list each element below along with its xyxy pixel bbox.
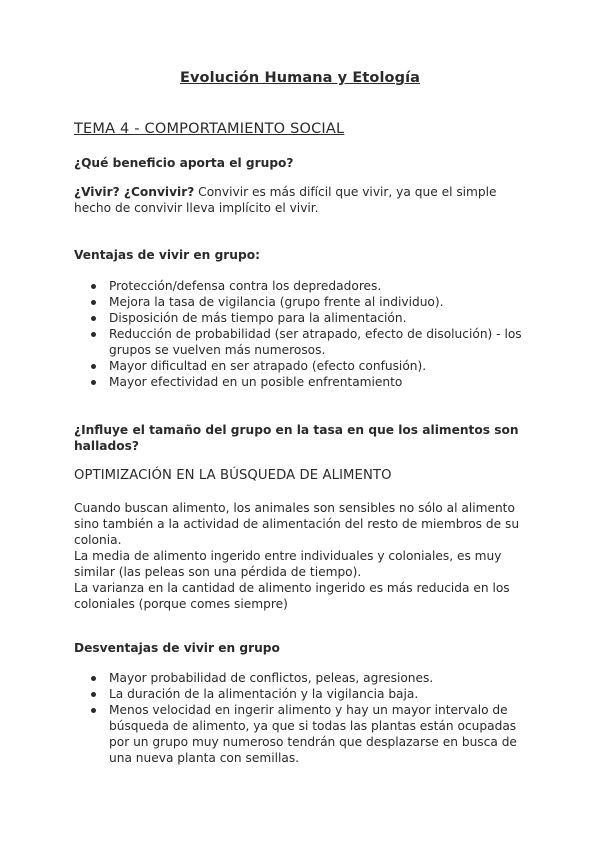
list-item: Mayor efectividad en un posible enfrentamiento <box>74 374 534 390</box>
optimization-paragraph: La varianza en la cantidad de alimento ingerido es más reducida en los coloniales (porque comes siempre) <box>74 581 510 611</box>
disadvantages-heading: Desventajas de vivir en grupo <box>74 641 280 655</box>
intro-body-text: Convivir es más difícil que vivir, ya que el simple hecho de convivir lleva implícito el vivir. <box>74 185 497 215</box>
bullet-icon <box>91 692 96 697</box>
list-item: Protección/defensa contra los depredadores. <box>74 278 534 294</box>
list-item: Mayor probabilidad de conflictos, peleas, agresiones. <box>74 670 534 686</box>
advantages-list <box>74 278 534 390</box>
list-item: Reducción de probabilidad (ser atrapado, efecto de disolución) - los grupos se vuelven más numerosos. <box>74 326 534 358</box>
question-group-benefit: ¿Qué beneficio aporta el grupo? <box>74 156 294 170</box>
intro-paragraph <box>74 184 534 216</box>
list-item: Disposición de más tiempo para la alimentación. <box>74 310 534 326</box>
bullet-icon <box>91 708 96 713</box>
intro-bold-text: ¿Vivir? ¿Convivir? <box>74 185 195 199</box>
optimization-heading: OPTIMIZACIÓN EN LA BÚSQUEDA DE ALIMENTO <box>74 468 392 483</box>
optimization-paragraph: La media de alimento ingerido entre individuales y coloniales, es muy similar (las peleas son una pérdida de tiempo). <box>74 549 502 579</box>
list-item: Menos velocidad en ingerir alimento y hay un mayor intervalo de búsqueda de alimento, ya que si todas las plantas están ocupadas por un grupo muy numeroso tendrán que desplazarse en busca de una nueva planta con semillas. <box>74 702 534 766</box>
question-group-size: ¿Influye el tamaño del grupo en la tasa en que los alimentos son hallados? <box>74 423 519 453</box>
bullet-icon <box>91 284 96 289</box>
bullet-icon <box>91 300 96 305</box>
list-item: Mejora la tasa de vigilancia (grupo frente al individuo). <box>74 294 534 310</box>
bullet-icon <box>91 676 96 681</box>
chapter-heading: TEMA 4 - COMPORTAMIENTO SOCIAL <box>74 121 345 137</box>
bullet-icon <box>91 332 96 337</box>
document-title: Evolución Humana y Etología <box>179 70 421 86</box>
list-item: La duración de la alimentación y la vigilancia baja. <box>74 686 534 702</box>
optimization-paragraph: Cuando buscan alimento, los animales son sensibles no sólo al alimento sino también a la actividad de alimentación del resto de miembros de su colonia. <box>74 501 520 547</box>
optimization-text <box>74 500 534 612</box>
bullet-icon <box>91 316 96 321</box>
advantages-heading: Ventajas de vivir en grupo: <box>74 248 260 262</box>
list-item: Mayor dificultad en ser atrapado (efecto confusión). <box>74 358 534 374</box>
bullet-icon <box>91 364 96 369</box>
disadvantages-list <box>74 670 534 766</box>
bullet-icon <box>91 380 96 385</box>
